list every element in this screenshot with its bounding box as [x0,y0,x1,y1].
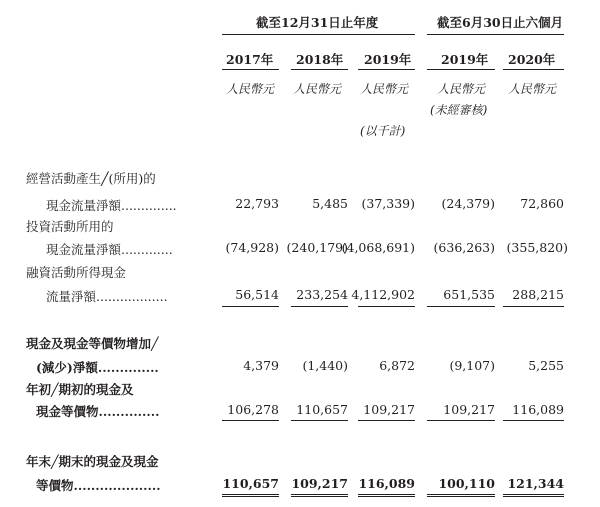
row-3-value-h2019: 651,535 [443,287,495,302]
row-2-label-line1: 投資活動所用的 [26,219,114,234]
subtotal-rule-2 [291,306,348,307]
row-6-value-h2020: 121,344 [507,476,564,491]
header-rule-1 [222,69,279,70]
row-2-value-h2020: (355,820) [506,240,568,255]
row-4-value-2017: 4,379 [243,358,279,373]
row-4-label-line2: (減少)淨額.............. [36,360,159,375]
row-2-value-2019: (4,068,691) [341,240,415,255]
grand-total-double-rule-3 [358,494,415,497]
header-rule-5 [503,69,564,70]
row-4-value-h2019: (9,107) [449,358,495,373]
row-5-value-2019: 109,217 [363,402,415,417]
header-year-2017: 2017年 [226,52,274,67]
total-rule-5 [503,420,564,421]
row-3-value-h2020: 288,215 [512,287,564,302]
row-3-value-2017: 56,514 [235,287,279,302]
row-2-value-2017: (74,928) [225,240,279,255]
grand-total-double-rule-2 [291,494,348,497]
header-group-half: 截至6月30日止六個月 [437,15,564,30]
row-2-value-2018: (240,179) [286,240,348,255]
header-group-year: 截至12月31日止年度 [256,15,379,30]
grand-total-double-rule-5 [503,494,564,497]
row-6-label-line2: 等價物.................... [36,478,161,493]
currency-3: 人民幣元 [360,82,409,96]
header-year-2018: 2018年 [296,52,344,67]
row-1-value-2019: (37,339) [361,196,415,211]
header-year-2019: 2019年 [364,52,412,67]
row-5-value-h2020: 116,089 [512,402,564,417]
total-rule-4 [427,420,495,421]
row-5-label-line2: 現金等價物.............. [36,404,160,419]
subtotal-rule-4 [427,306,495,307]
row-4-value-2019: 6,872 [379,358,415,373]
row-5-value-2018: 110,657 [296,402,348,417]
subtotal-rule-3 [358,306,415,307]
row-1-value-h2020: 72,860 [520,196,564,211]
header-rule-4 [427,69,495,70]
unit-note: (以千計) [360,124,406,138]
currency-1: 人民幣元 [226,82,275,96]
row-3-label-line2: 流量淨額.................. [46,289,168,304]
header-group-year-rule [222,34,415,35]
header-half-2019: 2019年 [441,52,489,67]
unaudited-note: (未經審核) [430,103,488,117]
total-rule-2 [291,420,348,421]
row-3-label-line1: 融資活動所得現金 [26,265,127,280]
row-6-value-2019: 116,089 [358,476,415,491]
grand-total-double-rule-1 [222,494,279,497]
total-rule-3 [358,420,415,421]
currency-5: 人民幣元 [508,82,557,96]
grand-total-double-rule-4 [427,494,495,497]
header-half-2020: 2020年 [508,52,556,67]
row-3-value-2019: 4,112,902 [351,287,415,302]
row-4-value-h2020: 5,255 [528,358,564,373]
row-2-value-h2019: (636,263) [433,240,495,255]
row-5-value-h2019: 109,217 [443,402,495,417]
total-rule-1 [222,420,279,421]
subtotal-rule-5 [503,306,564,307]
row-6-label-line1: 年末╱期末的現金及現金 [26,454,159,469]
row-3-value-2018: 233,254 [296,287,348,302]
row-6-value-2017: 110,657 [222,476,279,491]
header-rule-3 [358,69,415,70]
currency-4: 人民幣元 [437,82,486,96]
currency-2: 人民幣元 [293,82,342,96]
row-6-value-h2019: 100,110 [438,476,495,491]
header-group-half-rule [427,34,564,35]
row-2-label-line2: 現金流量淨額............. [46,242,173,257]
row-4-value-2018: (1,440) [302,358,348,373]
header-rule-2 [291,69,348,70]
row-1-value-h2019: (24,379) [441,196,495,211]
row-1-label-line2: 現金流量淨額.............. [46,198,177,213]
row-1-label-line1: 經營活動產生╱(所用)的 [26,171,156,186]
row-1-value-2018: 5,485 [312,196,348,211]
row-6-value-2018: 109,217 [291,476,348,491]
row-5-value-2017: 106,278 [227,402,279,417]
row-5-label-line1: 年初╱期初的現金及 [26,382,134,397]
subtotal-rule-1 [222,306,279,307]
row-4-label-line1: 現金及現金等價物增加╱ [26,336,159,351]
row-1-value-2017: 22,793 [235,196,279,211]
